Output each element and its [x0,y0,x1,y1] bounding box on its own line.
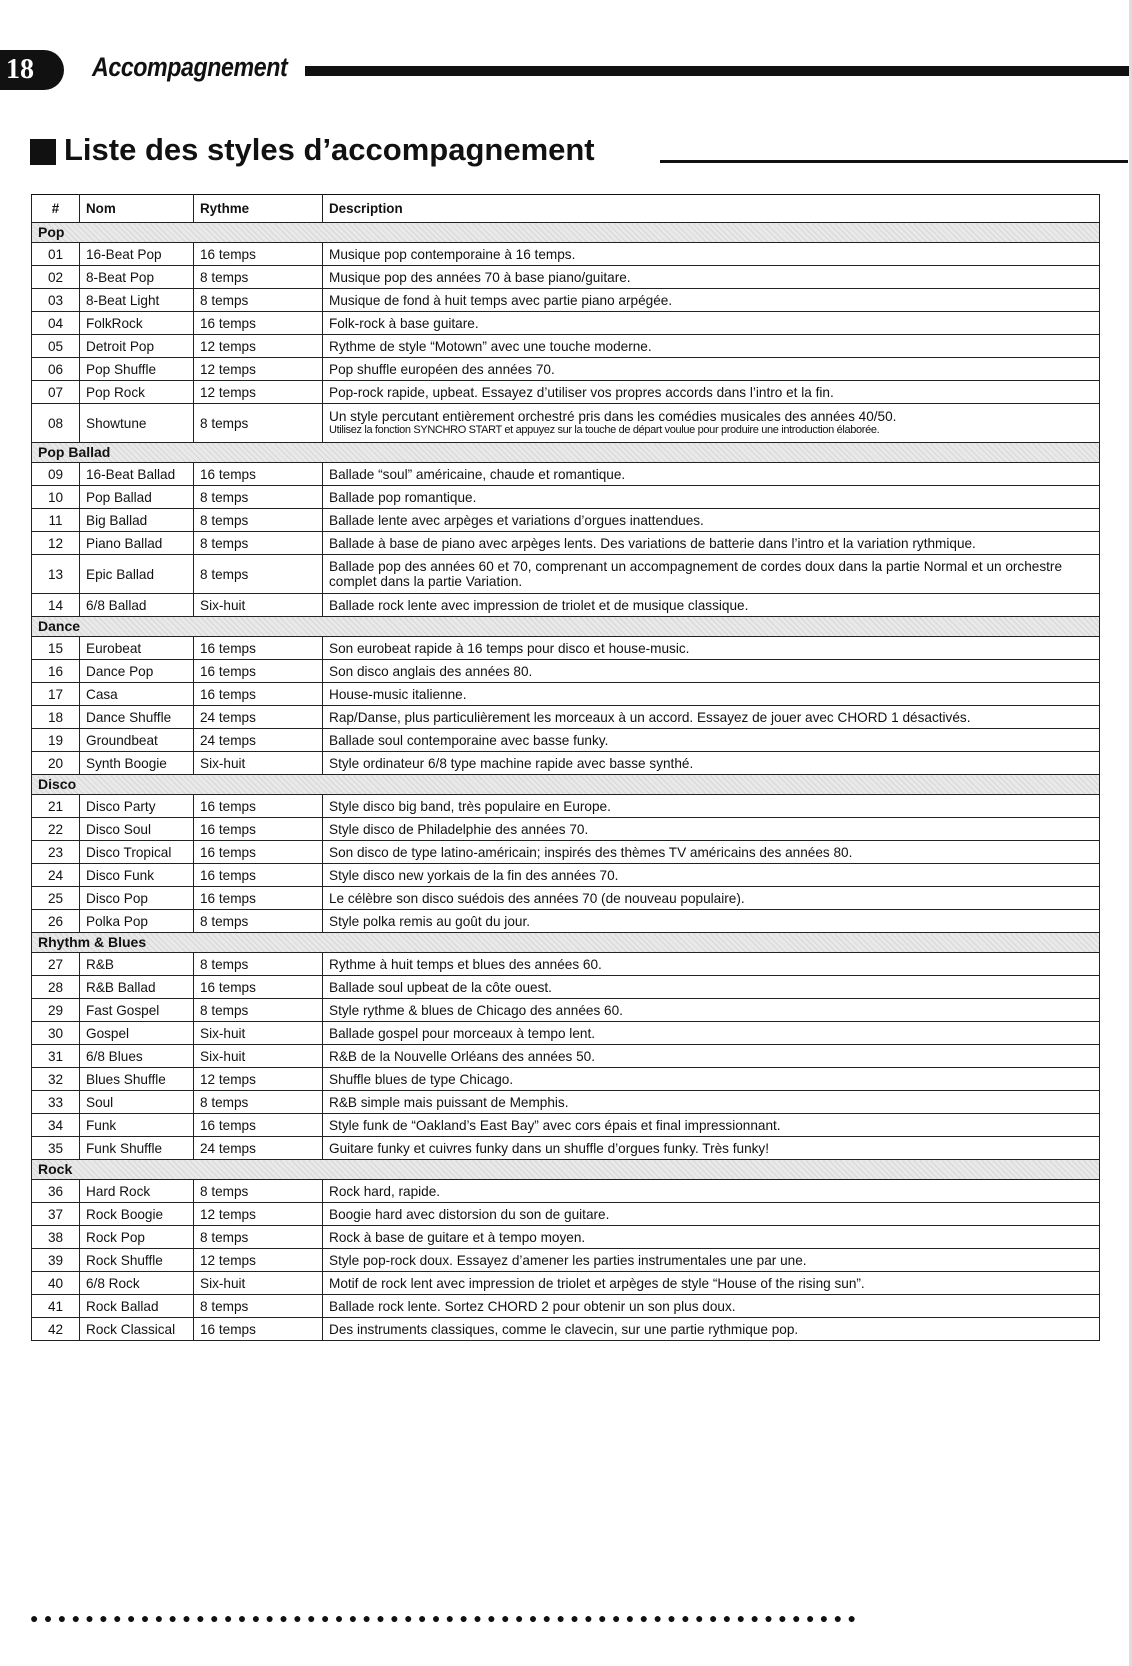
style-description: Des instruments classiques, comme le clavecin, sur une partie rythmique pop. [329,1321,799,1337]
style-rhythm: 16 temps [194,1318,323,1341]
section-heading [30,132,1100,176]
style-name: Epic Ballad [80,555,194,594]
style-description: Folk-rock à base guitare. [329,315,479,331]
style-number: 09 [32,463,80,486]
table-row [32,532,1100,555]
style-description-cell [323,729,1100,752]
style-rhythm: 16 temps [194,887,323,910]
table-row [32,463,1100,486]
style-description: R&B simple mais puissant de Memphis. [329,1094,569,1110]
table-row [32,335,1100,358]
style-rhythm: 16 temps [194,660,323,683]
style-number: 27 [32,953,80,976]
style-rhythm: 24 temps [194,706,323,729]
style-description-cell [323,266,1100,289]
style-name: Detroit Pop [80,335,194,358]
style-rhythm: 16 temps [194,683,323,706]
table-row [32,795,1100,818]
column-header-rhythm: Rythme [194,195,323,223]
style-number: 22 [32,818,80,841]
style-description: Style disco new yorkais de la fin des années 70. [329,867,619,883]
style-number: 23 [32,841,80,864]
page-header [0,50,1132,90]
style-rhythm: 8 temps [194,266,323,289]
style-description-cell [323,841,1100,864]
style-description-cell [323,637,1100,660]
style-name: Fast Gospel [80,999,194,1022]
style-name: Gospel [80,1022,194,1045]
style-description-cell [323,683,1100,706]
style-rhythm: 8 temps [194,999,323,1022]
category-label: Dance [32,617,1100,637]
category-row [32,1160,1100,1180]
table-row [32,818,1100,841]
style-description-cell [323,1203,1100,1226]
style-number: 38 [32,1226,80,1249]
style-name: Big Ballad [80,509,194,532]
table-row [32,1114,1100,1137]
style-rhythm: 16 temps [194,637,323,660]
style-description: Style disco de Philadelphie des années 70. [329,821,589,837]
style-name: Groundbeat [80,729,194,752]
style-description-cell [323,509,1100,532]
style-number: 30 [32,1022,80,1045]
table-row [32,509,1100,532]
style-description-cell [323,752,1100,775]
table-row [32,729,1100,752]
table-row [32,637,1100,660]
style-description-cell [323,887,1100,910]
style-number: 13 [32,555,80,594]
style-rhythm: 8 temps [194,1226,323,1249]
section-rule [660,160,1128,163]
style-description-cell [323,312,1100,335]
style-rhythm: 24 temps [194,729,323,752]
style-description: Ballade à base de piano avec arpèges lents. Des variations de batterie dans l’intro et la variation rythmique. [329,535,976,551]
style-description: Rock hard, rapide. [329,1183,441,1199]
style-number: 10 [32,486,80,509]
style-name: Funk Shuffle [80,1137,194,1160]
category-label: Pop Ballad [32,443,1100,463]
style-description-cell [323,1091,1100,1114]
style-number: 35 [32,1137,80,1160]
style-number: 02 [32,266,80,289]
style-description: Ballade gospel pour morceaux à tempo lent. [329,1025,595,1041]
style-description: Musique pop des années 70 à base piano/guitare. [329,269,631,285]
style-description-cell [323,1318,1100,1341]
style-number: 42 [32,1318,80,1341]
style-number: 39 [32,1249,80,1272]
style-note: Utilisez la fonction SYNCHRO START et appuyez sur la touche de départ voulue pour produire une introduction élaborée. [329,424,880,436]
style-description: Ballade lente avec arpèges et variations d’orgues inattendues. [329,512,704,528]
style-name: Disco Party [80,795,194,818]
style-description: Style ordinateur 6/8 type machine rapide avec basse synthé. [329,755,694,771]
style-description-cell [323,486,1100,509]
style-description-cell [323,953,1100,976]
style-rhythm: 16 temps [194,312,323,335]
style-name: 8-Beat Pop [80,266,194,289]
style-description-cell [323,910,1100,933]
table-row [32,864,1100,887]
style-description: Motif de rock lent avec impression de triolet et arpèges de style “House of the rising sun”. [329,1275,865,1291]
style-description-cell [323,1249,1100,1272]
style-number: 08 [32,404,80,443]
column-header-name: Nom [80,195,194,223]
style-rhythm: 12 temps [194,1203,323,1226]
table-row [32,910,1100,933]
style-description-cell [323,335,1100,358]
style-name: R&B [80,953,194,976]
style-description-cell [323,999,1100,1022]
style-name: Rock Shuffle [80,1249,194,1272]
table-row [32,1226,1100,1249]
style-name: Disco Funk [80,864,194,887]
style-description-cell [323,404,1100,443]
table-row [32,953,1100,976]
header-rule [305,66,1132,76]
style-description-cell [323,463,1100,486]
style-number: 17 [32,683,80,706]
style-rhythm: 16 temps [194,841,323,864]
style-name: 8-Beat Light [80,289,194,312]
style-number: 12 [32,532,80,555]
style-rhythm: 8 temps [194,910,323,933]
style-description: Style polka remis au goût du jour. [329,913,530,929]
style-description-cell [323,864,1100,887]
style-description: Un style percutant entièrement orchestré pris dans les comédies musicales des années 40/50. [329,409,897,424]
style-rhythm: 8 temps [194,555,323,594]
style-number: 25 [32,887,80,910]
style-description-cell [323,818,1100,841]
category-label: Rock [32,1160,1100,1180]
category-row [32,443,1100,463]
table-row [32,1180,1100,1203]
style-description-cell [323,289,1100,312]
style-number: 15 [32,637,80,660]
style-description-cell [323,1272,1100,1295]
style-name: Polka Pop [80,910,194,933]
style-name: Hard Rock [80,1180,194,1203]
style-name: Blues Shuffle [80,1068,194,1091]
style-rhythm: 8 temps [194,1180,323,1203]
chapter-title: Accompagnement [92,52,288,82]
style-rhythm: 16 temps [194,864,323,887]
style-number: 26 [32,910,80,933]
table-row [32,1203,1100,1226]
table-row [32,1137,1100,1160]
style-number: 24 [32,864,80,887]
style-description: Ballade rock lente avec impression de triolet et de musique classique. [329,597,749,613]
style-number: 11 [32,509,80,532]
table-row [32,1022,1100,1045]
style-number: 33 [32,1091,80,1114]
style-description-cell [323,594,1100,617]
style-number: 40 [32,1272,80,1295]
style-description: House-music italienne. [329,686,467,702]
style-name: Synth Boogie [80,752,194,775]
style-description: Ballade pop romantique. [329,489,477,505]
style-number: 20 [32,752,80,775]
style-name: Funk [80,1114,194,1137]
style-name: Casa [80,683,194,706]
table-row [32,381,1100,404]
style-description-cell [323,381,1100,404]
style-rhythm: 12 temps [194,1249,323,1272]
style-rhythm: 16 temps [194,818,323,841]
style-description: Shuffle blues de type Chicago. [329,1071,514,1087]
table-row [32,1045,1100,1068]
style-name: R&B Ballad [80,976,194,999]
style-description-cell [323,1045,1100,1068]
footer-dot-rule: ●●●●●●●●●●●●●●●●●●●●●●●●●●●●●●●●●●●●●●●●●●●●●●●●●●●●●●●●●●●● [30,1610,862,1626]
category-row [32,775,1100,795]
style-rhythm: 16 temps [194,463,323,486]
style-description-cell [323,1022,1100,1045]
table-row [32,1091,1100,1114]
category-row [32,617,1100,637]
style-description: Son disco anglais des années 80. [329,663,533,679]
style-name: Disco Pop [80,887,194,910]
table-row [32,358,1100,381]
style-rhythm: 8 temps [194,532,323,555]
style-number: 32 [32,1068,80,1091]
style-number: 14 [32,594,80,617]
style-number: 05 [32,335,80,358]
style-number: 16 [32,660,80,683]
style-description: Le célèbre son disco suédois des années 70 (de nouveau populaire). [329,890,745,906]
table-row [32,312,1100,335]
category-row [32,933,1100,953]
category-label: Pop [32,223,1100,243]
style-description: Pop shuffle européen des années 70. [329,361,555,377]
style-rhythm: 8 temps [194,486,323,509]
style-number: 03 [32,289,80,312]
style-name: Pop Ballad [80,486,194,509]
style-name: 16-Beat Pop [80,243,194,266]
style-name: Rock Ballad [80,1295,194,1318]
style-name: 6/8 Rock [80,1272,194,1295]
style-description: Ballade soul contemporaine avec basse funky. [329,732,609,748]
table-row [32,752,1100,775]
style-name: 6/8 Ballad [80,594,194,617]
style-rhythm: 12 temps [194,358,323,381]
style-description-cell [323,1137,1100,1160]
style-name: Showtune [80,404,194,443]
style-rhythm: Six-huit [194,752,323,775]
style-name: Eurobeat [80,637,194,660]
style-rhythm: 8 temps [194,404,323,443]
style-number: 07 [32,381,80,404]
style-description: Pop-rock rapide, upbeat. Essayez d’utiliser vos propres accords dans l’intro et la fin. [329,384,834,400]
style-rhythm: 16 temps [194,1114,323,1137]
style-description: Rock à base de guitare et à tempo moyen. [329,1229,586,1245]
style-description: Style disco big band, très populaire en Europe. [329,798,611,814]
style-name: Disco Soul [80,818,194,841]
table-row [32,1318,1100,1341]
style-number: 04 [32,312,80,335]
style-description: Boogie hard avec distorsion du son de guitare. [329,1206,610,1222]
table-row [32,555,1100,594]
style-description: Musique pop contemporaine à 16 temps. [329,246,576,262]
style-rhythm: 16 temps [194,795,323,818]
style-name: Rock Boogie [80,1203,194,1226]
style-name: Rock Pop [80,1226,194,1249]
style-name: Disco Tropical [80,841,194,864]
style-description: Rythme de style “Motown” avec une touche moderne. [329,338,652,354]
style-rhythm: 8 temps [194,509,323,532]
style-description: Style rythme & blues de Chicago des années 60. [329,1002,623,1018]
style-name: Piano Ballad [80,532,194,555]
table-row [32,999,1100,1022]
style-description-cell [323,1180,1100,1203]
style-rhythm: 8 temps [194,1295,323,1318]
category-label: Disco [32,775,1100,795]
style-description-cell [323,795,1100,818]
style-description: Style funk de “Oakland’s East Bay” avec cors épais et final impressionnant. [329,1117,781,1133]
table-header-row [32,195,1100,223]
style-description-cell [323,1295,1100,1318]
table-row [32,683,1100,706]
style-name: Dance Pop [80,660,194,683]
style-description-cell [323,660,1100,683]
style-number: 19 [32,729,80,752]
page-number: 18 [0,50,64,90]
style-description: Ballade soul upbeat de la côte ouest. [329,979,552,995]
style-number: 31 [32,1045,80,1068]
style-name: FolkRock [80,312,194,335]
table-body [32,223,1100,1341]
category-row [32,223,1100,243]
style-description: Ballade rock lente. Sortez CHORD 2 pour obtenir un son plus doux. [329,1298,736,1314]
style-number: 29 [32,999,80,1022]
style-number: 28 [32,976,80,999]
style-rhythm: 12 temps [194,1068,323,1091]
table-row [32,841,1100,864]
style-rhythm: Six-huit [194,1045,323,1068]
style-number: 37 [32,1203,80,1226]
table-row [32,1295,1100,1318]
style-name: Rock Classical [80,1318,194,1341]
style-description: Ballade pop des années 60 et 70, comprenant un accompagnement de cordes doux dans la partie Normal et un orchestre complet dans la partie Variation. [329,559,1063,589]
style-rhythm: 24 temps [194,1137,323,1160]
style-description-cell [323,358,1100,381]
style-name: Dance Shuffle [80,706,194,729]
style-description: Guitare funky et cuivres funky dans un shuffle d’orgues funky. Très funky! [329,1140,770,1156]
table-row [32,706,1100,729]
style-name: 16-Beat Ballad [80,463,194,486]
column-header-num: # [32,195,80,223]
table-row [32,1068,1100,1091]
style-number: 01 [32,243,80,266]
style-description-cell [323,243,1100,266]
style-name: Pop Rock [80,381,194,404]
table-row [32,1272,1100,1295]
table-row [32,486,1100,509]
style-number: 21 [32,795,80,818]
style-description: Musique de fond à huit temps avec partie piano arpégée. [329,292,673,308]
style-description-cell [323,532,1100,555]
table-row [32,404,1100,443]
style-description: Rap/Danse, plus particulièrement les morceaux à un accord. Essayez de jouer avec CHORD 1 désactivés. [329,709,971,725]
table-row [32,660,1100,683]
style-rhythm: Six-huit [194,594,323,617]
style-description: Son disco de type latino-américain; inspirés des thèmes TV américains des années 80. [329,844,853,860]
style-rhythm: Six-huit [194,1272,323,1295]
table-row [32,594,1100,617]
style-description-cell [323,1114,1100,1137]
style-description: R&B de la Nouvelle Orléans des années 50. [329,1048,595,1064]
table-row [32,243,1100,266]
style-rhythm: 16 temps [194,976,323,999]
style-name: Soul [80,1091,194,1114]
table-row [32,289,1100,312]
style-name: Pop Shuffle [80,358,194,381]
table-row [32,887,1100,910]
style-rhythm: 8 temps [194,953,323,976]
style-description: Son eurobeat rapide à 16 temps pour disco et house-music. [329,640,690,656]
style-number: 36 [32,1180,80,1203]
style-rhythm: 8 temps [194,289,323,312]
style-description-cell [323,555,1100,594]
column-header-description: Description [323,195,1100,223]
style-number: 34 [32,1114,80,1137]
style-number: 06 [32,358,80,381]
style-rhythm: Six-huit [194,1022,323,1045]
style-description: Rythme à huit temps et blues des années 60. [329,956,602,972]
table-row [32,976,1100,999]
style-rhythm: 12 temps [194,335,323,358]
style-rhythm: 12 temps [194,381,323,404]
section-bullet-icon [30,139,56,165]
style-rhythm: 8 temps [194,1091,323,1114]
style-description-cell [323,706,1100,729]
style-number: 41 [32,1295,80,1318]
style-description-cell [323,1068,1100,1091]
style-number: 18 [32,706,80,729]
style-rhythm: 16 temps [194,243,323,266]
style-description-cell [323,976,1100,999]
style-description: Style pop-rock doux. Essayez d’amener les parties instrumentales une par une. [329,1252,807,1268]
section-title: Liste des styles d’accompagnement [64,132,595,167]
category-label: Rhythm & Blues [32,933,1100,953]
style-description: Ballade “soul” américaine, chaude et romantique. [329,466,626,482]
table-row [32,1249,1100,1272]
style-name: 6/8 Blues [80,1045,194,1068]
style-description-cell [323,1226,1100,1249]
table-row [32,266,1100,289]
styles-table [31,194,1100,1341]
